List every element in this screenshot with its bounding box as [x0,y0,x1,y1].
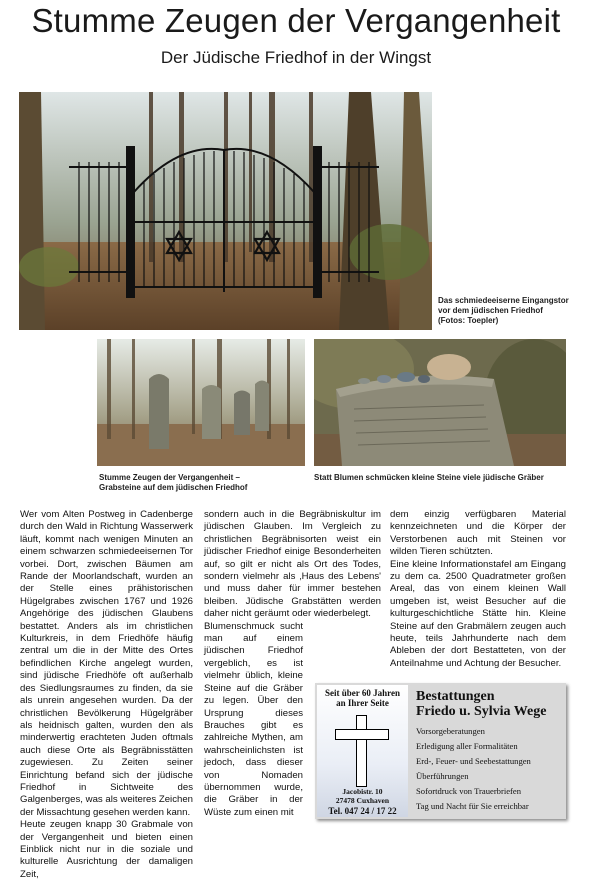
ad-right-panel [410,685,564,817]
ad-address-line: Jacobistr. 10 [342,787,383,796]
ad-address-line: 27478 Cuxhaven [335,795,390,805]
ad-title-line: Friedo u. Sylvia Wege [416,704,547,719]
cross-icon [335,715,389,787]
ad-slogan [317,688,408,708]
article-paragraph: Eine kleine Informationstafel am Eingang zu dem ca. 2500 Quadratmeter großen Areal, das von einem kleinen Wall umgeben ist, weist Besucher auf die kulturgeschichtliche Stätte hin. Kleine Steine auf den Grabmälern zeugen auch heute, teils Jahrhunderte nach dem Ableben der dort Bestatteten, von der Anteilnahme und Achtung der Besucher. [390,558,566,669]
subheadline: Der Jüdische Friedhof in der Wingst [160,48,432,67]
article-paragraph: sondern auch in die Begräbniskultur im jüdischen Glauben. Im Vergleich zu christlichen Begräbnisorten weist ein jüdischer Friedhof einige Besonderheiten auf, so gilt er nicht als Ort des Todes, sondern vielmehr als ‚Haus des Lebens' und muss daher für immer bestehen bleiben. Jüdische Grabstätten werden daher nicht geräumt oder wiederbelegt. [204,509,381,620]
ad-slogan-line: an Ihrer Seite [336,698,389,708]
article-column-3 [390,509,566,670]
gravestones-photo [97,339,305,466]
headline: Stumme Zeugen der Vergangenheit [31,2,561,39]
gate-photo [19,92,432,330]
ad-title-line: Bestattungen [416,689,495,704]
article-paragraph: Blumenschmuck sucht man auf einem jüdischen Friedhof vergeblich, es ist vielmehr üblich, kleine Steine auf die Gräber zu legen. Über den Ursprung dieses Brauches gibt es zahlreiche Mythen, am wahrscheinlichsten ist jedoch, dass dieser von Nomaden übernommen wurde, die Gräber in der Wüste zum einen mit [204,620,303,818]
ad-left-panel [317,685,408,817]
caption-graves-line: Stumme Zeugen der Vergangenheit – [99,473,240,482]
article-paragraph: dem einzig verfügbaren Material kennzeichneten und die Körper der Verstorbenen auch mit Steinen vor wilden Tieren schützten. [390,509,566,558]
ad-service-item: Erledigung aller Formalitäten [416,741,518,751]
ad-service-item: Sofortdruck von Trauerbriefen [416,786,522,796]
ad-services [416,724,564,814]
ad-address [317,788,408,805]
caption-graves-line: Grabsteine auf dem jüdischen Friedhof [99,483,248,492]
article-paragraph: Heute zeugen knapp 30 Grabmale von der Vergangenheit und bieten einen Einblick nicht nur in die soziale und kulturelle Ausrichtung der damaligen Zeit, [20,819,193,880]
ad-title [416,689,564,719]
article-paragraph: Wer vom Alten Postweg in Cadenberge durch den Wald in Richtung Wasserwerk läuft, kommt nach wenigen Minuten an einem schwarzen schmiedeeisernen Tor vorbei. Dort, zwischen Bäumen am Rande der Moorlandschaft, wurden an der Stelle eines prähistorischen Hügelgrabes zwischen 1767 und 1926 Angehörige des jüdischen Glaubens bestattet. Anders als im christlichen Kulturkreis, in dem Friedhöfe häufig zentral um die in der Mitte des Ortes befindlichen Kirche angelegt wurden, sind jüdische Friedhöfe oft außerhalb des Siedlungsraumes zu finden, da sie als unrein angesehen wurden. Da der christlichen Bevölkerung Hügelgräber als heidnisch galten, wurden den als minderwertig erachteten Juden oftmals auch diese Orte als Begräbnisstätten zugewiesen. Zu Zeiten seiner Einrichtung befand sich der jüdische Friedhof in Sichtweite des Galgenberges, was als weiteres Zeichen der Missachtung gesehen werden kann. [20,509,193,818]
stones-photo [314,339,566,466]
ad-service-item: Tag und Nacht für Sie erreichbar [416,801,529,811]
ad-service-item: Überführungen [416,771,469,781]
caption-graves [99,473,304,493]
caption-gate-line: Das schmiedeeiserne Eingangstor [438,296,569,305]
ad-slogan-line: Seit über 60 Jahren [325,688,400,698]
caption-gate-line: (Fotos: Toepler) [438,316,499,325]
ad-phone: Tel. 047 24 / 17 22 [328,806,397,816]
caption-gate-line: vor dem jüdischen Friedhof [438,306,543,315]
article-column-1 [20,509,193,881]
ad-service-item: Erd-, Feuer- und Seebestattungen [416,756,531,766]
caption-stones: Statt Blumen schmücken kleine Steine viele jüdische Gräber [314,473,544,482]
caption-gate [438,296,588,326]
ad-service-item: Vorsorgeberatungen [416,726,485,736]
funeral-advertisement [315,683,566,819]
